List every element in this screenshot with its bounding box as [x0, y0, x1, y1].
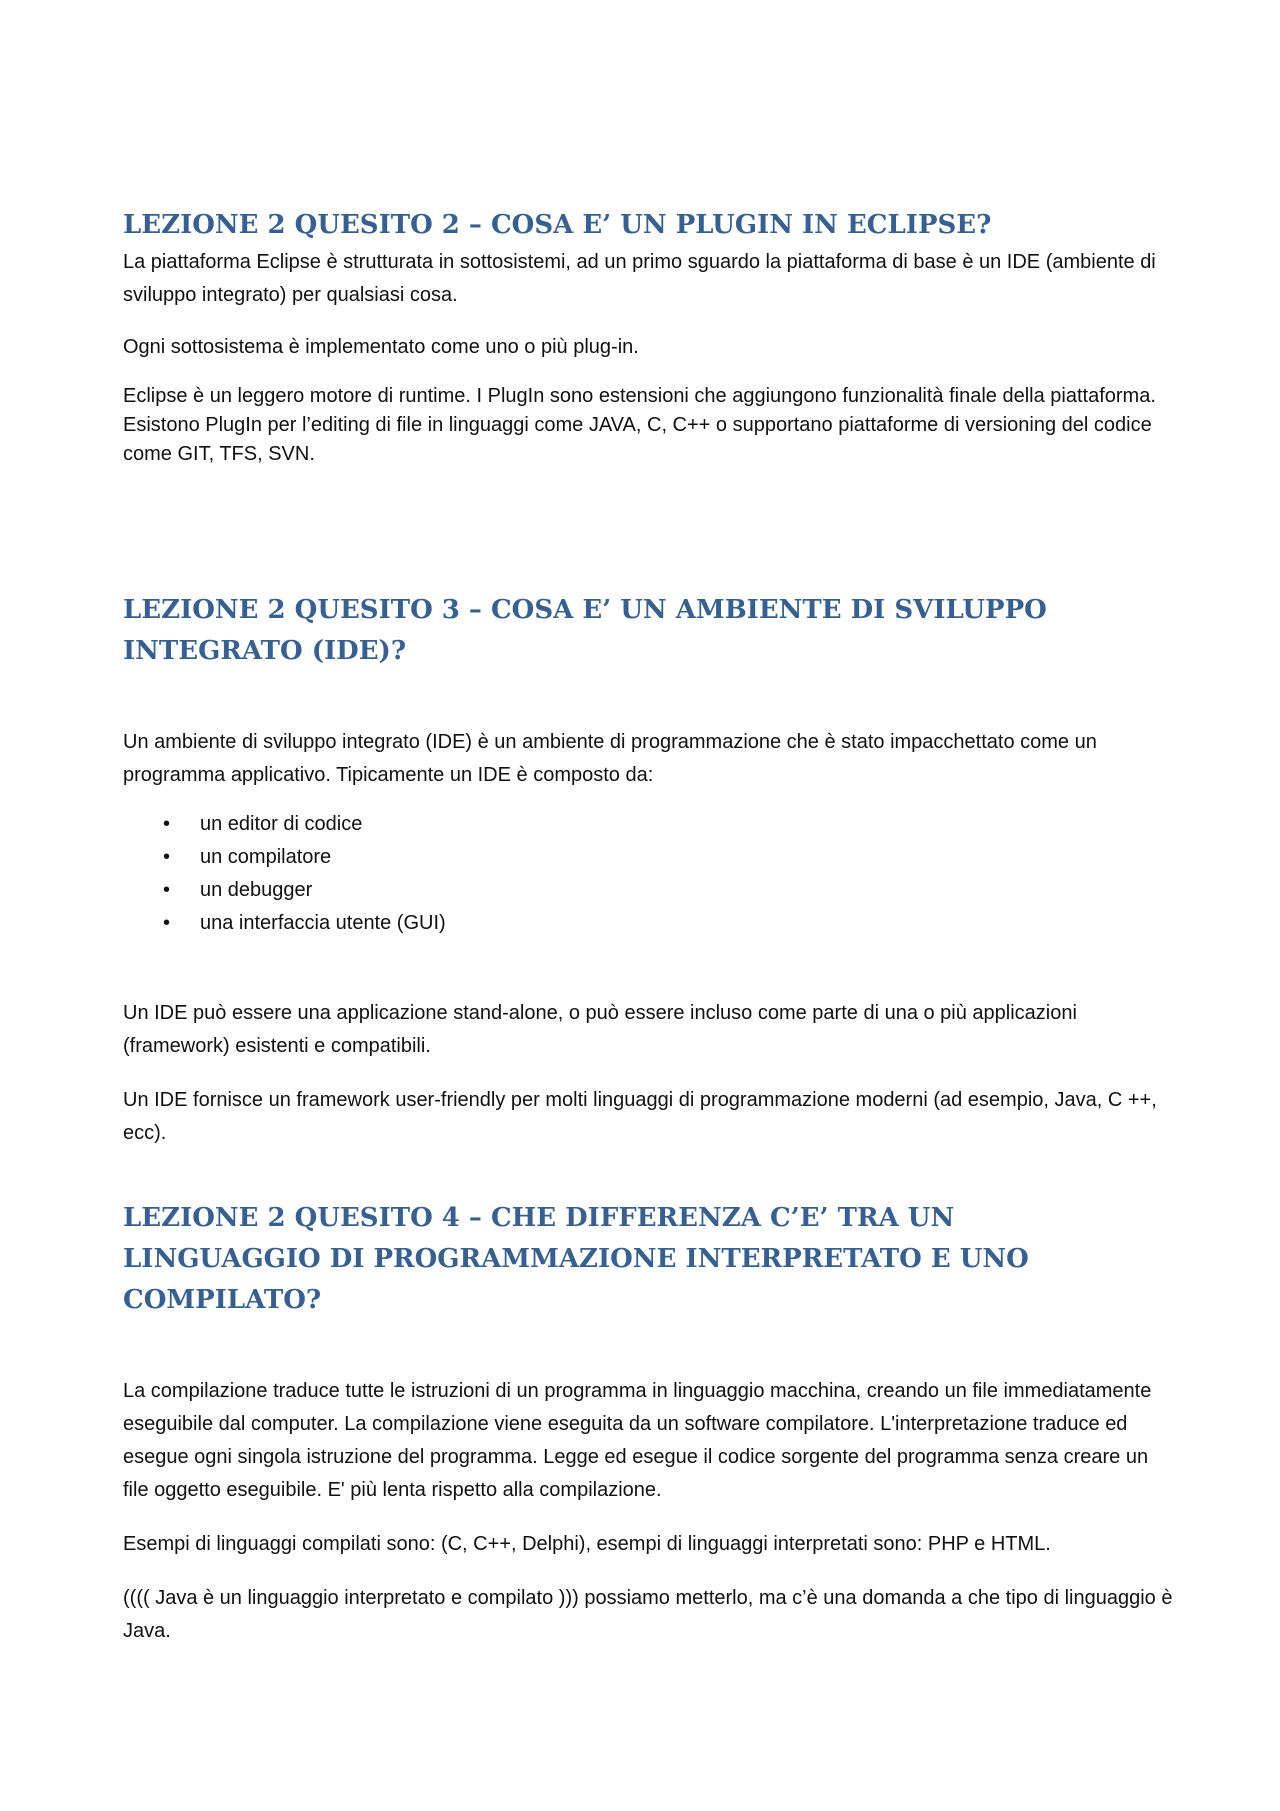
bullet-icon: •	[163, 846, 171, 868]
paragraph: Ogni sottosistema è implementato come uno o più plug-in.	[123, 336, 639, 358]
list-item: • un debugger	[123, 874, 1173, 907]
paragraph: La piattaforma Eclipse è strutturata in sottosistemi, ad un primo sguardo la piattaforma di base è un IDE (ambiente di sviluppo integrato) per qualsiasi cosa.	[123, 251, 1156, 306]
bullet-icon: •	[163, 879, 171, 901]
section-heading-ide: LEZIONE 2 QUESITO 3 – COSA E’ UN AMBIENTE DI SVILUPPO INTEGRATO (IDE)?	[123, 595, 1047, 666]
paragraph: Un IDE fornisce un framework user-friendly per molti linguaggi di programmazione moderni (ad esempio, Java, C ++, ecc).	[123, 1089, 1157, 1144]
list-item: • una interfaccia utente (GUI)	[123, 907, 1173, 940]
list-item: • un editor di codice	[123, 808, 1173, 841]
list-item: • un compilatore	[123, 841, 1173, 874]
paragraph: La compilazione traduce tutte le istruzioni di un programma in linguaggio macchina, creando un file immediatamente eseguibile dal computer. La compilazione viene eseguita da un software compilatore. L'interpretazione traduce ed esegue ogni singola istruzione del programma. Legge ed esegue il codice sorgente del programma senza creare un file oggetto eseguibile. E' più lenta rispetto alla compilazione.	[123, 1380, 1152, 1501]
paragraph: Un IDE può essere una applicazione stand-alone, o può essere incluso come parte di una o più applicazioni (framework) esistenti e compatibili.	[123, 1002, 1077, 1057]
ide-components-list	[123, 808, 1173, 940]
paragraph: (((( Java è un linguaggio interpretato e compilato ))) possiamo metterlo, ma c’è una domanda a che tipo di linguaggio è Java.	[123, 1587, 1173, 1642]
section-heading-interpreted-compiled: LEZIONE 2 QUESITO 4 – CHE DIFFERENZA C’E’ TRA UN LINGUAGGIO DI PROGRAMMAZIONE INTERPRETATO E UNO COMPILATO?	[123, 1203, 1029, 1315]
paragraph-intro: Un ambiente di sviluppo integrato (IDE) è un ambiente di programmazione che è stato impacchettato come un programma applicativo. Tipicamente un IDE è composto da:	[123, 731, 1097, 786]
bullet-icon: •	[163, 813, 171, 835]
section-heading-plugin: LEZIONE 2 QUESITO 2 – COSA E’ UN PLUGIN IN ECLIPSE?	[123, 210, 992, 240]
document-body	[123, 205, 1173, 1648]
paragraph: Eclipse è un leggero motore di runtime. I PlugIn sono estensioni che aggiungono funzionalità finale della piattaforma. Esistono PlugIn per l’editing di file in linguaggi come JAVA, C, C++ o supportano piattaforme di versioning del codice come GIT, TFS, SVN.	[123, 385, 1156, 465]
bullet-icon: •	[163, 912, 171, 934]
paragraph: Esempi di linguaggi compilati sono: (C, C++, Delphi), esempi di linguaggi interpretati sono: PHP e HTML.	[123, 1533, 1051, 1555]
